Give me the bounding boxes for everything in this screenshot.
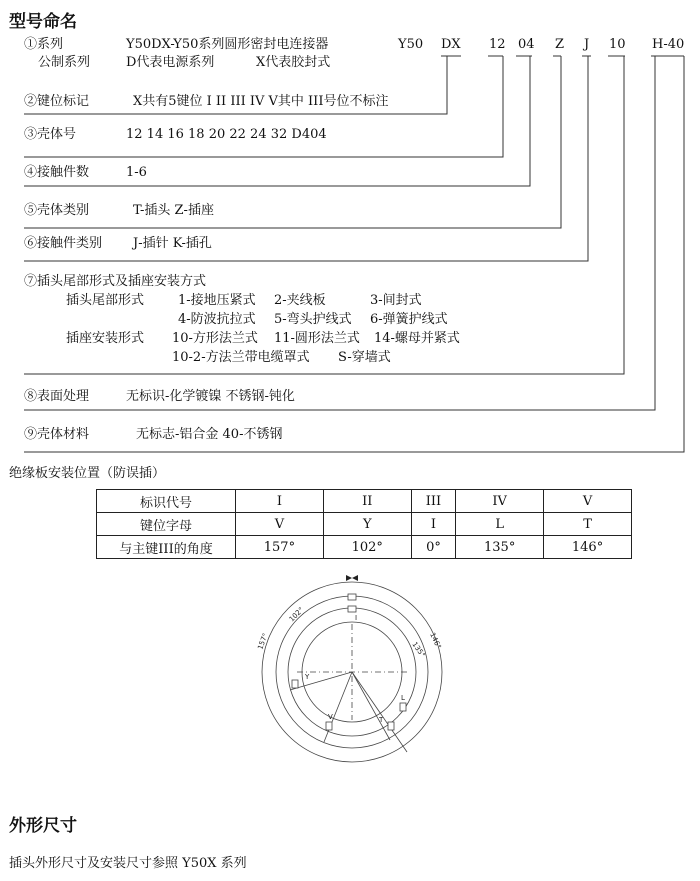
item-7-line-3-a: 10-方形法兰式 [172, 331, 258, 346]
item-7-line-3-key: 插座安装形式 [66, 331, 145, 346]
angle-label-102: 102° [287, 605, 306, 624]
item-6-label: ⑥接触件类别 [24, 236, 103, 251]
table-cell: II [323, 490, 411, 513]
item-7-line-1-c: 3-间封式 [370, 293, 422, 308]
item-5-label: ⑤壳体类别 [24, 203, 90, 218]
item-6-desc: J-插针 K-插孔 [133, 236, 212, 251]
item-1-label: ①系列 [24, 37, 64, 52]
table-cell: 157° [236, 536, 324, 559]
code-series: Y50 [398, 37, 424, 52]
item-4-desc: 1-6 [126, 165, 147, 180]
code-dx: DX [441, 37, 461, 52]
item-1-desc: Y50DX-Y50系列圆形密封电连接器 [126, 37, 329, 52]
table-cell: III [411, 490, 456, 513]
item-8-desc: 无标识-化学镀镍 不锈钢-钝化 [126, 389, 295, 404]
item-7-line-1-b: 2-夹线板 [274, 293, 326, 308]
code-finish-material: H-40 [652, 37, 685, 52]
code-contacts: 04 [518, 37, 535, 52]
table-cell: 键位字母 [97, 513, 236, 536]
page-title: 型号命名 [9, 12, 77, 32]
code-contact-type: J [584, 37, 590, 52]
item-1-sub-desc-2: X代表胶封式 [256, 55, 331, 70]
table-cell: I [236, 490, 324, 513]
item-4-label: ④接触件数 [24, 165, 90, 180]
item-7-line-1-key: 插头尾部形式 [66, 293, 145, 308]
code-mount: 10 [609, 37, 626, 52]
key-letter-t: T [379, 716, 384, 724]
table-cell: 与主键III的角度 [97, 536, 236, 559]
key-letter-y: Y [305, 673, 310, 681]
table-cell: I [411, 513, 456, 536]
table-cell: L [456, 513, 544, 536]
key-letter-v: V [328, 713, 333, 721]
item-9-label: ⑨壳体材料 [24, 427, 90, 442]
item-7-line-3-c: 14-螺母并紧式 [374, 331, 460, 346]
item-7-line-4-a: 10-2-方法兰带电缆罩式 [172, 350, 310, 365]
key-notch-t [388, 722, 394, 730]
table-cell: 102° [323, 536, 411, 559]
key-notch-y [292, 680, 298, 688]
item-7-line-2-b: 5-弯头护线式 [274, 312, 352, 327]
item-5-desc: T-插头 Z-插座 [133, 203, 214, 218]
table-cell: V [544, 490, 632, 513]
dimensions-note: 插头外形尺寸及安装尺寸参照 Y50X 系列 [9, 856, 247, 871]
table-cell: IV [456, 490, 544, 513]
item-3-desc: 12 14 16 18 20 22 24 32 D404 [126, 127, 327, 142]
table-cell: 标识代号 [97, 490, 236, 513]
key-letter-i: I [355, 614, 358, 622]
item-2-label: ②键位标记 [24, 94, 90, 109]
item-1-sub-desc-1: D代表电源系列 [126, 55, 215, 70]
item-8-label: ⑧表面处理 [24, 389, 90, 404]
item-9-desc: 无标志-铝合金 40-不锈钢 [136, 427, 283, 442]
item-7-line-3-b: 11-圆形法兰式 [274, 331, 360, 346]
table-row [97, 513, 632, 536]
key-notch-v [326, 722, 332, 730]
table-cell: 0° [411, 536, 456, 559]
insulator-table [96, 489, 632, 559]
main-key-notch [348, 594, 356, 600]
section-heading-dimensions: 外形尺寸 [9, 816, 77, 836]
item-2-desc: X共有5键位 I II III IV V其中 III号位不标注 [133, 94, 389, 109]
angle-label-157: 157° [256, 632, 270, 651]
item-7-label: ⑦插头尾部形式及插座安装方式 [24, 274, 207, 289]
table-cell: 146° [544, 536, 632, 559]
table-row [97, 536, 632, 559]
table-cell: 135° [456, 536, 544, 559]
key-letter-l: L [401, 694, 405, 702]
item-1-sub-label: 公制系列 [38, 55, 91, 70]
table-cell: Y [323, 513, 411, 536]
table-row [97, 490, 632, 513]
insulator-title: 绝缘板安装位置（防误插） [9, 466, 166, 481]
key-notch-l [400, 703, 406, 711]
item-7-line-2-a: 4-防波抗拉式 [178, 312, 256, 327]
table-cell: T [544, 513, 632, 536]
code-shell-size: 12 [489, 37, 506, 52]
item-3-label: ③壳体号 [24, 127, 77, 142]
keying-dial-diagram [252, 572, 452, 772]
item-7-line-1-a: 1-接地压紧式 [178, 293, 256, 308]
table-cell: V [236, 513, 324, 536]
angle-label-135: 135° [410, 640, 427, 659]
angle-label-146: 146° [428, 631, 443, 651]
item-7-line-4-b: S-穿墙式 [338, 350, 391, 365]
code-shell-type: Z [555, 37, 565, 52]
item-7-line-2-c: 6-弹簧护线式 [370, 312, 448, 327]
key-notch-i [348, 606, 356, 612]
